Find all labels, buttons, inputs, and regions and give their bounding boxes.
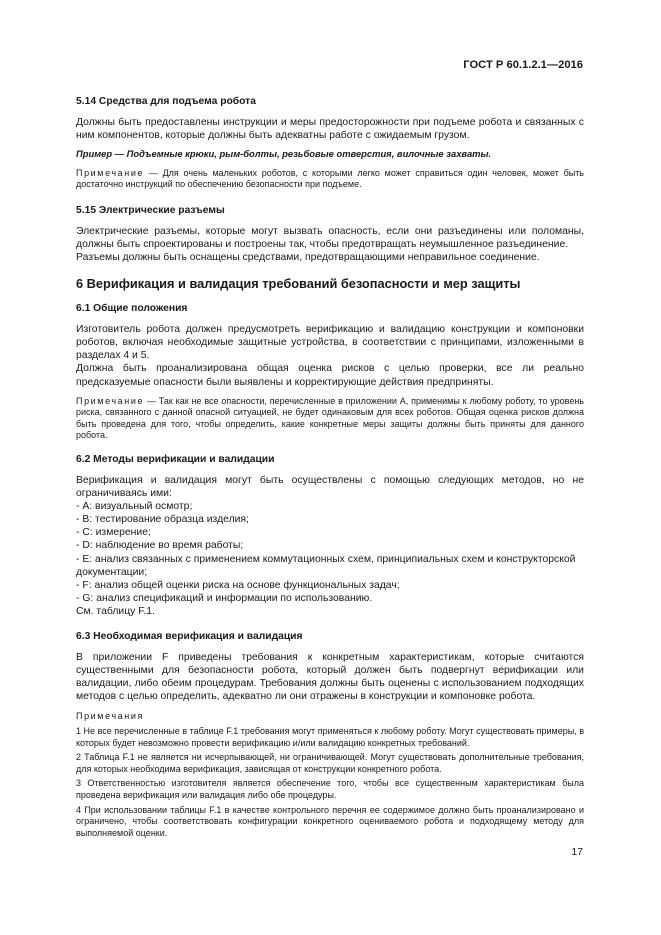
section-6-1-paragraph-2: Должна быть проанализирована общая оценка рисков с целью проверки, все ли реально предсказуемые опасности были выявлены и корректирующие действия предприняты. xyxy=(76,363,584,388)
section-6-2-title: 6.2 Методы верификации и валидации xyxy=(76,454,275,465)
method-list-item: - Е: анализ связанных с применением коммутационных схем, принципиальных схем и конструкторской документации; xyxy=(76,553,576,578)
section-6-2-intro: Верификация и валидация могут быть осуществлены с помощью следующих методов, но не ограничиваясь ими: xyxy=(76,475,584,500)
section-6-3-paragraph: В приложении F приведены требования к конкретным характеристикам, которые считаются существенными для безопасности робота, который должен быть подвергнут верификации или валидации, либо обеим процедурам. Требования должны быть оценены с использованием подходящих методов с целью определить, адекватно ли они отражены в конструкции и компоновке робота. xyxy=(76,652,584,703)
method-list-item: - С: измерение; xyxy=(76,527,151,539)
note-label: Примечание xyxy=(76,395,145,406)
method-list-item: - G: анализ спецификаций и информации по использованию. xyxy=(76,592,373,604)
section-5-15-paragraph-1: Электрические разъемы, которые могут вызвать опасность, если они разъединены или поломаны, должны быть спроектированы и построены так, чтобы предотвращать неумышленное разъединение. xyxy=(76,225,584,250)
note-text: — Для очень маленьких роботов, с которыми легко может справиться один человек, может быть достаточно инструкций по обеспечению безопасности при подъеме. xyxy=(76,167,584,190)
note-item: 4 При использовании таблицы F.1 в качестве контрольного перечня ее содержимое должно быть проанализировано и ограничено, чтобы соответствовать конфигурации конкретного оцениваемого робота и подходящему методу для выполняемой оценки. xyxy=(76,804,584,838)
see-table-reference: См. таблицу F.1. xyxy=(76,605,155,617)
page-content xyxy=(76,89,584,839)
section-6-1-title: 6.1 Общие положения xyxy=(76,303,188,315)
section-6-3-title: 6.3 Необходимая верификация и валидация xyxy=(76,631,303,643)
note-item: 3 Ответственностью изготовителя является обеспечение того, чтобы все существенным характеристикам была проведена верификация или валидация либо обе процедуры. xyxy=(76,778,584,800)
section-5-14-example: Пример — Подъемные крюки, рым-болты, резьбовые отверстия, вилочные захваты. xyxy=(76,148,492,160)
section-6-title: 6 Верификация и валидация требований безопасности и мер защиты xyxy=(76,276,521,292)
section-5-15-title: 5.15 Электрические разъемы xyxy=(76,204,225,216)
note-text: — Так как не все опасности, перечисленные в приложении А, применимы к любому роботу, то уровень риска, связанного с данной опасной ситуацией, не будет одинаковым для всех роботов. Общая оценка рисков должна быть проведена для того, чтобы определить, какие конкретные меры защиты должны быть приняты для данного робота. xyxy=(76,395,584,441)
notes-label: Примечания xyxy=(76,711,144,722)
section-5-15-paragraph-2: Разъемы должны быть оснащены средствами, предотвращающими неправильное соединение. xyxy=(76,252,540,264)
method-list-item: - В: тестирование образца изделия; xyxy=(76,514,249,526)
note-label: Примечание xyxy=(76,167,145,178)
section-5-14-title: 5.14 Средства для подъема робота xyxy=(76,96,256,107)
section-5-14-note xyxy=(76,168,584,191)
page-number: 17 xyxy=(571,846,583,858)
note-item: 1 Не все перечисленные в таблице F.1 требования могут применяться к любому роботу. Могут существовать примеры, в которых будет невозможно провести верификацию и/или валидацию конкретных требований. xyxy=(76,726,584,748)
notes-heading xyxy=(76,711,584,723)
section-5-14-paragraph: Должны быть предоставлены инструкции и меры предосторожности при подъеме робота и связанных с ним компонентов, которые должны быть адекватны работе с ожидаемым грузом. xyxy=(76,117,584,142)
section-6-1-paragraph-1: Изготовитель робота должен предусмотреть верификацию и валидацию конструкции и компоновки роботов, включая необходимые защитные устройства, в соответствии с принципами, изложенными в разделах 4 и 5. xyxy=(76,324,584,362)
note-item: 2 Таблица F.1 не является ни исчерпывающей, ни ограничивающей. Могут существовать дополнительные требования, для которых необходима верификация, зависящая от конструкции конкретного робота. xyxy=(76,752,584,774)
method-list-item: - F: анализ общей оценки риска на основе функциональных задач; xyxy=(76,579,400,591)
standard-code: ГОСТ Р 60.1.2.1—2016 xyxy=(463,59,583,71)
section-6-1-note xyxy=(76,396,584,442)
method-list-item: - А: визуальный осмотр; xyxy=(76,501,193,513)
method-list-item: - D: наблюдение во время работы; xyxy=(76,540,244,552)
